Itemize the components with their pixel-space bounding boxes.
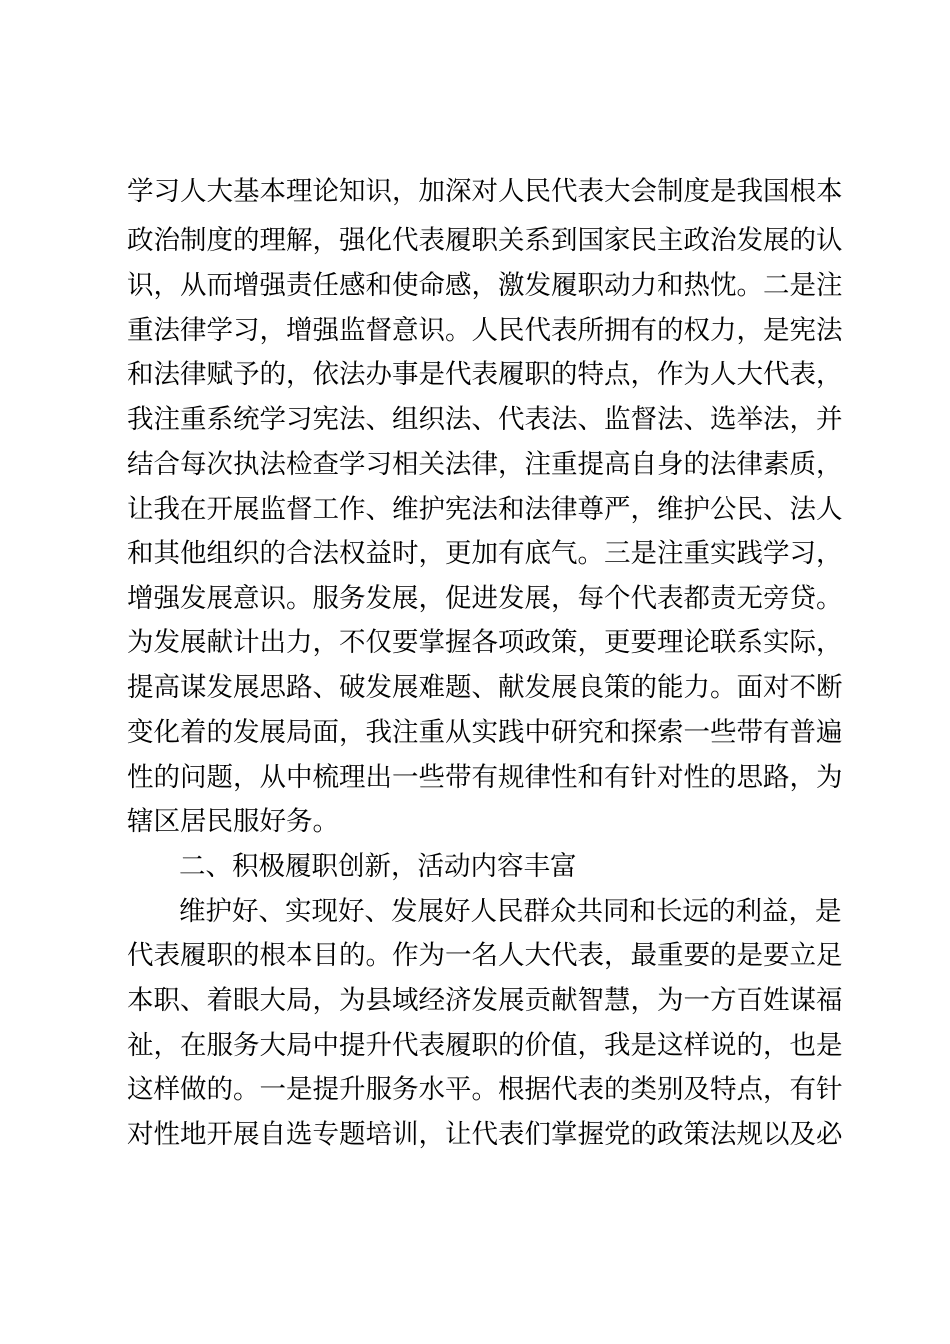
paragraph-2-line: 祉，在服务大局中提升代表履职的价值，我是这样说的，也是: [127, 1030, 843, 1061]
paragraph-2-line: 本职、着眼大局，为县域经济发展贡献智慧，为一方百姓谋福: [127, 985, 843, 1016]
paragraph-1-line: 辖区居民服好务。: [127, 806, 339, 837]
paragraph-1-line: 重法律学习，增强监督意识。人民代表所拥有的权力，是宪法: [127, 315, 843, 346]
paragraph-2-line: 维护好、实现好、发展好人民群众共同和长远的利益，是: [179, 896, 842, 927]
paragraph-1-line: 为发展献计出力，不仅要掌握各项政策，更要理论联系实际，: [127, 627, 843, 658]
paragraph-2-line: 代表履职的根本目的。作为一名人大代表，最重要的是要立足: [127, 940, 843, 971]
paragraph-1-line: 让我在开展监督工作、维护宪法和法律尊严，维护公民、法人: [127, 494, 843, 525]
paragraph-1-line: 政治制度的理解，强化代表履职关系到国家民主政治发展的认: [127, 225, 843, 256]
paragraph-1-line: 和法律赋予的，依法办事是代表履职的特点，作为人大代表，: [127, 359, 843, 390]
paragraph-1-line: 我注重系统学习宪法、组织法、代表法、监督法、选举法，并: [127, 404, 843, 435]
paragraph-1-line: 性的问题，从中梳理出一些带有规律性和有针对性的思路，为: [127, 762, 843, 793]
paragraph-1-line: 增强发展意识。服务发展，促进发展，每个代表都责无旁贷。: [127, 583, 843, 614]
paragraph-1-line: 和其他组织的合法权益时，更加有底气。三是注重实践学习，: [127, 538, 843, 569]
paragraph-2-line: 对性地开展自选专题培训，让代表们掌握党的政策法规以及必: [127, 1119, 843, 1150]
paragraph-1-line: 提高谋发展思路、破发展难题、献发展良策的能力。面对不断: [127, 672, 843, 703]
paragraph-1-line: 学习人大基本理论知识，加深对人民代表大会制度是我国根本: [127, 176, 843, 207]
paragraph-2-line: 这样做的。一是提升服务水平。根据代表的类别及特点，有针: [127, 1074, 843, 1105]
paragraph-1-line: 结合每次执法检查学习相关法律，注重提高自身的法律素质，: [127, 449, 843, 480]
section-heading: 二、积极履职创新，活动内容丰富: [179, 851, 577, 882]
paragraph-1-line: 变化着的发展局面，我注重从实践中研究和探索一些带有普遍: [127, 717, 843, 748]
paragraph-1-line: 识，从而增强责任感和使命感，激发履职动力和热忱。二是注: [127, 270, 843, 301]
